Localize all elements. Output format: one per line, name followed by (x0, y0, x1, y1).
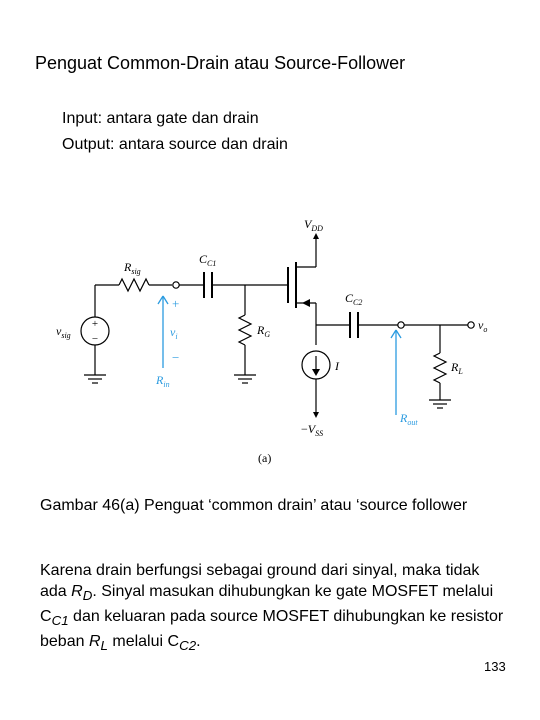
explanation-paragraph (40, 560, 510, 657)
figure-label: (a) (258, 451, 272, 465)
cc2-symbol: C (167, 633, 180, 651)
paragraph-text-3: dan keluaran pada source MOSFET dihubungkan ke resistor beban (40, 608, 504, 651)
source-follower-circuit-diagram (50, 210, 510, 470)
figure-caption: Gambar 46(a) Penguat ‘common drain’ atau ‘source follower (40, 497, 468, 514)
rd-symbol: R (71, 583, 83, 600)
rl-symbol: R (88, 633, 101, 651)
vi-plus-sign: + (172, 296, 180, 311)
rd-subscript: D (82, 588, 93, 604)
rout-label: $R_{out}$ (400, 411, 418, 427)
slide-title: Penguat Common-Drain atau Source-Follower (35, 53, 406, 73)
current-arrow-head (312, 369, 320, 376)
paragraph-text-1: Karena drain berfungsi sebagai ground dari sinyal, maka tidak ada (40, 562, 480, 600)
cc1-symbol: C (40, 608, 52, 626)
paragraph-text-2: . Sinyal masukan dihubungkan ke gate MOSFET melalui (92, 583, 494, 600)
ground-symbol-source (84, 375, 106, 383)
source-plus-sign: + (91, 318, 99, 330)
rsig-label: $R_{sig}$ (124, 260, 141, 276)
page-number: 133 (484, 659, 506, 674)
circuit-labels (56, 217, 487, 465)
cc2-label: $C_{C2}$ (345, 291, 363, 307)
rl-resistor (434, 353, 446, 383)
output-terminal (468, 322, 474, 328)
rout-arrow-head-right (396, 330, 401, 338)
vss-arrow (313, 412, 319, 418)
ground-symbol-rl (429, 400, 451, 408)
rl-subscript: L (100, 638, 108, 654)
rsig-resistor (119, 279, 149, 291)
vdd-arrow (313, 233, 319, 239)
rg-label: $R_G$ (257, 323, 271, 339)
vi-minus-sign: − (172, 350, 180, 365)
rout-arrow-head-left (391, 330, 396, 338)
cc1-label: $C_{C1}$ (199, 252, 217, 268)
mosfet-arrow (302, 299, 310, 307)
paragraph-text-4: melalui (107, 633, 168, 651)
load-terminal (398, 322, 404, 328)
rin-arrow-head-right (163, 296, 168, 304)
vi-label: $v_i$ (170, 325, 178, 341)
ground-symbol-rg (234, 375, 256, 383)
vss-label: $-V_{SS}$ (301, 422, 324, 438)
input-terminal (173, 282, 179, 288)
paragraph-text-5: . (196, 633, 201, 651)
input-description: Input: antara gate dan drain (62, 110, 259, 127)
current-label: I (335, 359, 339, 373)
rin-arrow-head-left (158, 296, 163, 304)
vsig-label: $v_{sig}$ (56, 324, 71, 340)
circuit-wiring (81, 235, 474, 415)
output-description: Output: antara source dan drain (62, 136, 288, 153)
vo-label: $v_o$ (478, 318, 488, 334)
rin-label: $R_{in}$ (156, 373, 170, 389)
cc1-subscript: C1 (51, 613, 69, 629)
cc2-subscript: C2 (179, 638, 197, 654)
source-minus-sign: − (91, 333, 99, 345)
rg-resistor (239, 315, 251, 345)
annotations-blue (155, 296, 418, 427)
rl-label: $R_L$ (451, 360, 463, 376)
vdd-label: $V_{DD}$ (304, 217, 323, 233)
